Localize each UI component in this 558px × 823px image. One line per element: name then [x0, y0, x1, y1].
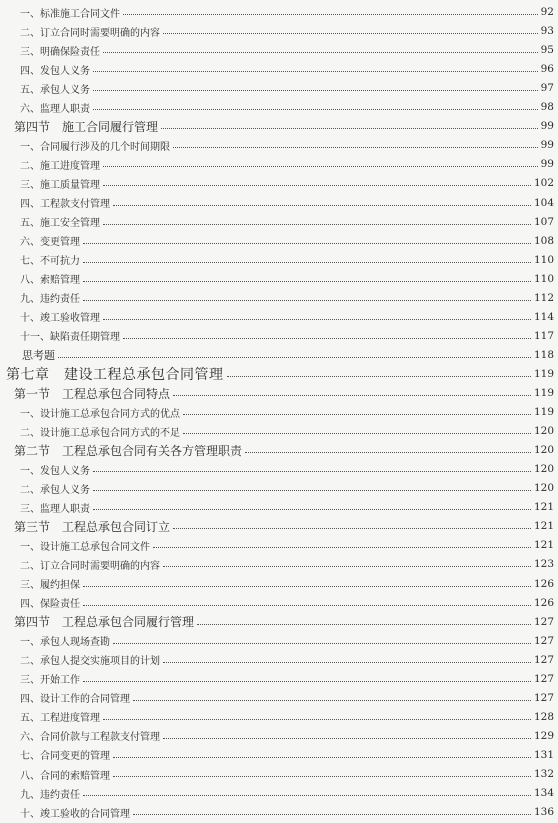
toc-entry-title: 八、合同的索赔管理 [20, 770, 110, 782]
toc-entry [0, 497, 558, 517]
toc-entry [0, 250, 558, 270]
toc-leader-dots [103, 223, 531, 225]
toc-entry [0, 154, 558, 174]
toc-leader-dots [173, 394, 531, 396]
toc-entry [0, 516, 558, 536]
toc-entry [0, 726, 558, 746]
toc-entry-title: 十、竣工验收管理 [20, 313, 100, 325]
toc-entry-title: 五、工程进度管理 [20, 713, 100, 725]
toc-entry-title: 八、索赔管理 [20, 275, 80, 287]
toc-entry-page: 118 [533, 348, 554, 361]
toc-entry-page: 119 [533, 406, 554, 419]
toc-entry-page: 108 [533, 234, 554, 247]
toc-leader-dots [83, 261, 531, 263]
toc-entry-page: 134 [533, 787, 554, 800]
toc-entry-page: 121 [533, 539, 554, 552]
toc-leader-dots [83, 280, 531, 282]
toc-entry-title: 第一节 工程总承包合同特点 [14, 386, 171, 401]
toc-entry-page: 126 [533, 596, 554, 609]
toc-entry [0, 307, 558, 327]
toc-leader-dots [163, 661, 531, 663]
toc-entry [0, 802, 558, 822]
toc-entry [0, 40, 558, 60]
toc-entry-title: 一、合同履行涉及的几个时间期限 [20, 141, 170, 153]
toc-entry-page: 127 [533, 672, 554, 685]
toc-leader-dots [93, 108, 538, 110]
toc-entry-title: 四、设计工作的合同管理 [20, 694, 130, 706]
toc-entry-title: 思考题 [22, 348, 55, 362]
toc-entry [0, 402, 558, 422]
toc-entry [0, 135, 558, 155]
toc-entry [0, 288, 558, 308]
toc-entry-title: 二、承包人义务 [20, 484, 90, 496]
toc-leader-dots [163, 565, 531, 567]
toc-entry-title: 四、保险责任 [20, 599, 80, 611]
toc-entry [0, 688, 558, 708]
toc-leader-dots [103, 318, 531, 320]
toc-entry [0, 593, 558, 613]
toc-entry [0, 707, 558, 727]
toc-entry [0, 478, 558, 498]
toc-entry-page: 128 [533, 710, 554, 723]
toc-entry-page: 123 [533, 558, 554, 571]
toc-entry [0, 459, 558, 479]
toc-entry-page: 112 [533, 291, 554, 304]
toc-entry-title: 三、开始工作 [20, 675, 80, 687]
toc-entry [0, 745, 558, 765]
toc-leader-dots [153, 546, 531, 548]
toc-entry-page: 121 [533, 501, 554, 514]
toc-entry-page: 127 [533, 691, 554, 704]
toc-entry-title: 一、设计施工总承包合同方式的优点 [20, 408, 180, 420]
toc-entry-page: 102 [533, 177, 554, 190]
toc-entry-title: 十、竣工验收的合同管理 [20, 808, 130, 820]
toc-entry [0, 783, 558, 803]
toc-entry [0, 764, 558, 784]
toc-leader-dots [183, 432, 531, 434]
toc-entry-page: 107 [533, 215, 554, 228]
toc-leader-dots [163, 737, 531, 739]
toc-entry-page: 93 [540, 25, 554, 38]
toc-entry-page: 110 [533, 272, 554, 285]
toc-leader-dots [83, 299, 531, 301]
toc-entry-title: 一、设计施工总承包合同文件 [20, 541, 150, 553]
toc-entry [0, 364, 558, 384]
toc-entry-title: 二、订立合同时需要明确的内容 [20, 27, 160, 39]
toc-entry-page: 92 [540, 6, 554, 18]
toc-entry-page: 95 [540, 44, 554, 57]
toc-leader-dots [113, 204, 531, 206]
toc-entry-page: 99 [540, 139, 554, 152]
toc-entry [0, 554, 558, 574]
toc-entry-page: 127 [533, 634, 554, 647]
toc-entry-page: 120 [533, 482, 554, 495]
toc-leader-dots [245, 451, 531, 453]
toc-entry-page: 119 [533, 387, 554, 399]
toc-entry-page: 114 [533, 310, 554, 323]
toc-leader-dots [197, 623, 531, 625]
toc-entry-title: 三、监理人职责 [20, 503, 90, 515]
toc-entry-page: 99 [540, 120, 554, 133]
toc-entry-page: 117 [533, 329, 554, 342]
toc-entry [0, 574, 558, 594]
toc-entry-page: 127 [533, 615, 554, 628]
toc-entry-page: 96 [540, 63, 554, 76]
toc-entry-title: 一、标准施工合同文件 [20, 8, 120, 20]
toc-leader-dots [93, 508, 531, 510]
toc-entry [0, 2, 558, 22]
toc-leader-dots [133, 813, 531, 815]
toc-entry-title: 二、施工进度管理 [20, 160, 100, 172]
toc-entry-title: 四、工程款支付管理 [20, 199, 110, 210]
toc-leader-dots [103, 718, 531, 720]
toc-entry-page: 126 [533, 577, 554, 590]
toc-entry-title: 七、合同变更的管理 [20, 751, 110, 763]
toc-entry-title: 二、承包人提交实施项目的计划 [20, 656, 160, 668]
toc-entry-page: 131 [533, 748, 554, 761]
toc-entry [0, 78, 558, 98]
toc-leader-dots [93, 470, 531, 472]
toc-entry [0, 269, 558, 289]
toc-leader-dots [83, 604, 531, 606]
toc-entry-title: 十一、缺陷责任期管理 [20, 332, 120, 344]
toc-entry-page: 98 [540, 101, 554, 114]
toc-leader-dots [103, 184, 531, 186]
toc-entry [0, 173, 558, 193]
toc-entry-page: 132 [533, 768, 554, 780]
toc-entry-title: 第四节 工程总承包合同履行管理 [14, 615, 195, 630]
toc-leader-dots [83, 794, 531, 796]
toc-entry-title: 六、变更管理 [20, 237, 80, 249]
toc-entry [0, 612, 558, 632]
toc-leader-dots [83, 680, 531, 682]
toc-leader-dots [58, 356, 531, 358]
toc-leader-dots [113, 756, 531, 758]
toc-entry [0, 650, 558, 670]
toc-entry-page: 110 [533, 253, 554, 266]
toc-entry [0, 383, 558, 403]
toc-leader-dots [123, 337, 531, 339]
toc-entry-title: 七、不可抗力 [20, 256, 80, 268]
toc-leader-dots [93, 89, 538, 91]
toc-entry-page: 120 [533, 444, 554, 457]
toc-entry [0, 631, 558, 651]
toc-entry-title: 四、发包人义务 [20, 65, 90, 77]
toc-entry [0, 421, 558, 441]
toc-entry-title: 一、发包人义务 [20, 465, 90, 477]
toc-leader-dots [161, 127, 538, 129]
toc-entry-title: 第四节 施工合同履行管理 [14, 119, 159, 134]
toc-leader-dots [183, 413, 531, 415]
toc-entry-page: 97 [540, 82, 554, 95]
toc-leader-dots [227, 375, 531, 377]
toc-entry-page: 129 [533, 729, 554, 742]
toc-leader-dots [83, 585, 531, 587]
toc-entry [0, 97, 558, 117]
toc-entry-title: 第七章 建设工程总承包合同管理 [6, 366, 224, 383]
toc-entry-title: 三、履约担保 [20, 580, 80, 591]
toc-leader-dots [123, 13, 538, 15]
toc-entry-page: 127 [533, 653, 554, 666]
toc-entry [0, 21, 558, 41]
toc-entry [0, 212, 558, 232]
toc-leader-dots [93, 489, 531, 491]
toc-leader-dots [173, 146, 538, 148]
toc-entry-title: 二、设计施工总承包合同方式的不足 [20, 427, 180, 439]
toc-entry-title: 五、施工安全管理 [20, 218, 100, 230]
toc-entry-title: 三、施工质量管理 [20, 179, 100, 191]
toc-leader-dots [113, 775, 531, 777]
toc-entry-page: 104 [533, 196, 554, 209]
toc-entry-page: 99 [540, 158, 554, 171]
toc-entry-title: 六、合同价款与工程款支付管理 [20, 732, 160, 744]
toc-leader-dots [113, 642, 531, 644]
toc-leader-dots [163, 32, 538, 34]
toc-entry [0, 440, 558, 460]
toc-entry-page: 121 [533, 520, 554, 533]
toc-entry-page: 120 [533, 463, 554, 476]
toc-entry-page: 119 [533, 367, 554, 380]
toc-leader-dots [93, 70, 538, 72]
toc-entry-title: 九、违约责任 [20, 789, 80, 801]
toc-entry [0, 345, 558, 365]
toc-leader-dots [83, 242, 531, 244]
toc-entry [0, 59, 558, 79]
toc-entry [0, 193, 558, 213]
toc-entry-title: 二、订立合同时需要明确的内容 [20, 560, 160, 572]
toc-entry-title: 九、违约责任 [20, 294, 80, 306]
toc-entry [0, 326, 558, 346]
toc-entry-title: 三、明确保险责任 [20, 46, 100, 58]
toc-entry-title: 第二节 工程总承包合同有关各方管理职责 [14, 443, 243, 458]
toc-leader-dots [103, 165, 538, 167]
toc-entry [0, 116, 558, 136]
toc-entry-title: 第三节 工程总承包合同订立 [14, 519, 171, 534]
toc-leader-dots [103, 51, 538, 53]
toc-entry-page: 120 [533, 425, 554, 438]
toc-entry-title: 一、承包人现场查勘 [20, 637, 110, 649]
toc-entry-title: 五、承包人义务 [20, 84, 90, 96]
toc-entry [0, 669, 558, 689]
toc-leader-dots [133, 699, 531, 701]
toc-entry [0, 231, 558, 251]
toc-entry-title: 六、监理人职责 [20, 103, 90, 115]
toc-entry [0, 535, 558, 555]
toc-leader-dots [173, 527, 531, 529]
toc-entry-page: 136 [533, 806, 554, 819]
